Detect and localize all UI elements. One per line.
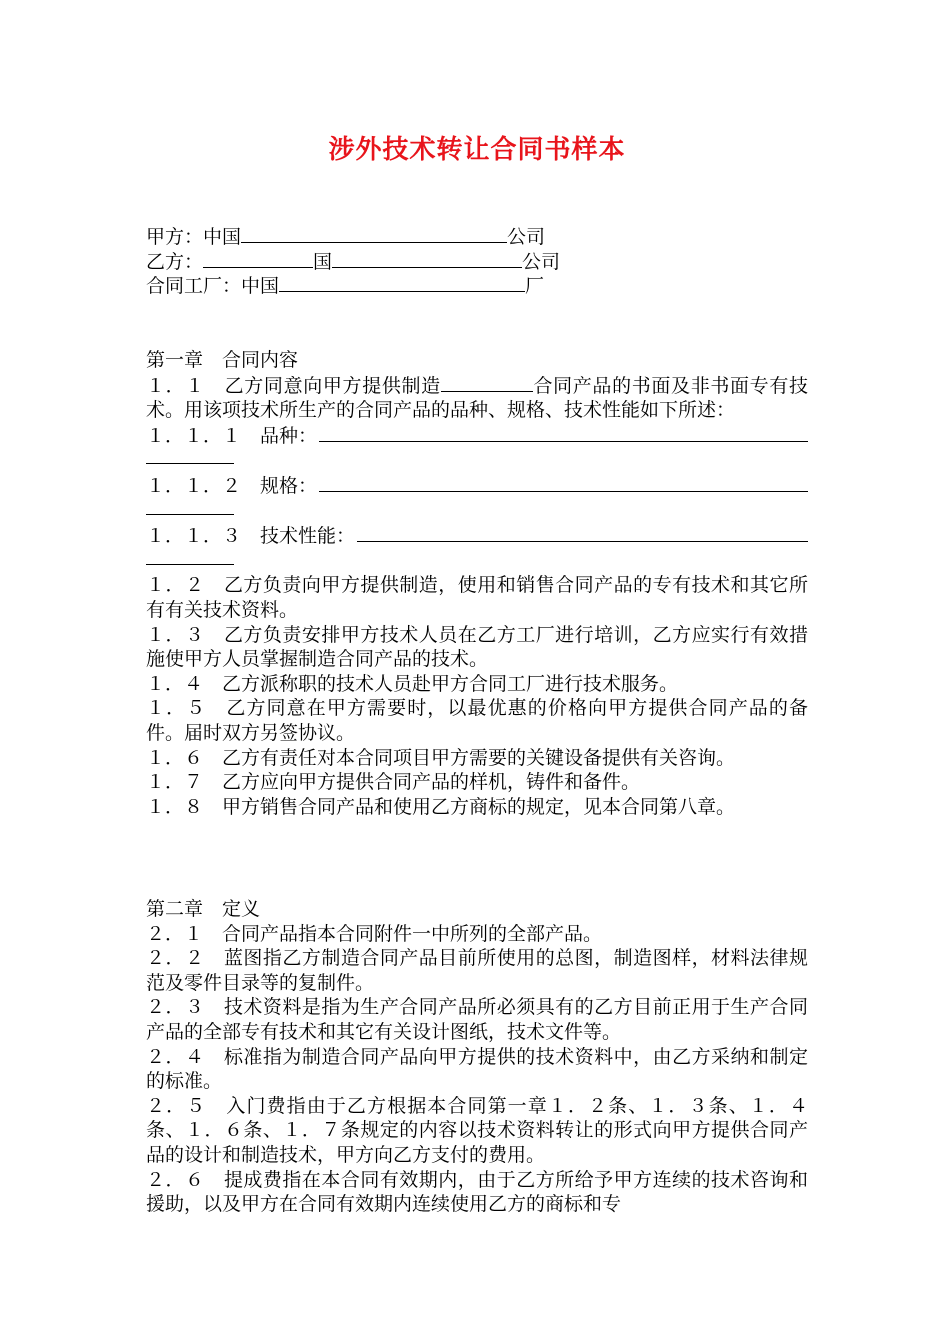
party-b-label: 乙方： (146, 250, 204, 273)
party-a-line (146, 224, 808, 249)
clause-1-1-suffix: 合同产品的书面及非书面专有技术。用该项技术所生产的合同产品的品种、规格、技术性能如下所述： (146, 374, 808, 422)
clause-1-3: １．３ 乙方负责安排甲方技术人员在乙方工厂进行培训，乙方应实行有效措施使甲方人员掌握制造合同产品的技术。 (146, 623, 808, 671)
document-title: 涉外技术转让合同书样本 (328, 135, 626, 165)
clause-2-1: ２．１ 合同产品指本合同附件一中所列的全部产品。 (146, 922, 603, 945)
clause-1-2: １．２ 乙方负责向甲方提供制造，使用和销售合同产品的专有技术和其它所有有关技术资料。 (146, 574, 808, 621)
factory-blank[interactable] (279, 273, 525, 292)
party-b-company-blank[interactable] (332, 249, 522, 268)
clause-1-5: １．５ 乙方同意在甲方需要时，以最优惠的价格向甲方提供合同产品的备件。届时双方另签协议。 (146, 697, 808, 744)
factory-label: 合同工厂：中国 (146, 275, 280, 298)
party-b-mid: 国 (313, 250, 333, 273)
party-a-label: 甲方：中国 (146, 226, 242, 248)
clause-1-1-blank[interactable] (441, 373, 533, 392)
clause-1-6: １．６ 乙方有责任对本合同项目甲方需要的关键设备提供有关咨询。 (146, 746, 736, 769)
party-a-blank[interactable] (241, 224, 507, 243)
clause-1-1-3-label: １．１．３ 技术性能： (146, 525, 356, 548)
variety-blank-continued (146, 447, 234, 464)
chapter-1 (146, 348, 808, 819)
clause-2-6: ２．６ 提成费指在本合同有效期内，由于乙方所给予甲方连续的技术咨询和援助，以及甲方在合同有效期内连续使用乙方的商标和专 (146, 1168, 808, 1216)
party-b-suffix: 公司 (522, 250, 561, 273)
clause-1-1-2-label: １．１．２ 规格： (146, 474, 318, 497)
clause-1-1-1 (146, 423, 808, 448)
chapter-2 (146, 897, 808, 1217)
chapter-2-heading: 第二章 定义 (146, 898, 261, 920)
party-a-suffix: 公司 (507, 226, 546, 248)
clause-1-1 (146, 373, 808, 423)
parties-block (146, 224, 808, 298)
clause-2-2: ２．２ 蓝图指乙方制造合同产品目前所使用的总图，制造图样，材料法律规范及零件目录等的复制件。 (146, 947, 808, 994)
performance-blank[interactable] (357, 523, 808, 542)
clause-1-1-prefix: １．１ 乙方同意向甲方提供制造 (146, 374, 441, 397)
clause-1-8: １．８ 甲方销售合同产品和使用乙方商标的规定，见本合同第八章。 (146, 795, 736, 818)
clause-1-7: １．７ 乙方应向甲方提供合同产品的样机，铸件和备件。 (146, 771, 641, 794)
specification-blank-continued (146, 498, 234, 515)
clause-2-5: ２．５ 入门费指由于乙方根据本合同第一章１．２条、１．３条、１．４条、１．６条、１．７条规定的内容以技术资料转让的形式向甲方提供合同产品的设计和制造技术，甲方向乙方支付的费用。 (146, 1094, 808, 1166)
factory-line (146, 273, 808, 298)
party-b-country-blank[interactable] (203, 249, 313, 268)
specification-blank[interactable] (319, 473, 808, 492)
chapter-1-heading: 第一章 合同内容 (146, 349, 299, 371)
clause-1-1-3 (146, 523, 808, 548)
variety-blank[interactable] (319, 423, 808, 442)
performance-blank-continued (146, 548, 234, 565)
clause-2-3: ２．３ 技术资料是指为生产合同产品所必须具有的乙方目前正用于生产合同产品的全部专有技术和其它有关设计图纸，技术文件等。 (146, 996, 808, 1043)
clause-1-4: １．４ 乙方派称职的技术人员赴甲方合同工厂进行技术服务。 (146, 672, 679, 695)
factory-suffix: 厂 (525, 275, 545, 298)
clause-1-1-2 (146, 473, 808, 498)
clause-2-4: ２．４ 标准指为制造合同产品向甲方提供的技术资料中，由乙方采纳和制定的标准。 (146, 1045, 808, 1093)
party-b-line (146, 249, 808, 274)
clause-1-1-1-label: １．１．１ 品种： (146, 424, 318, 447)
